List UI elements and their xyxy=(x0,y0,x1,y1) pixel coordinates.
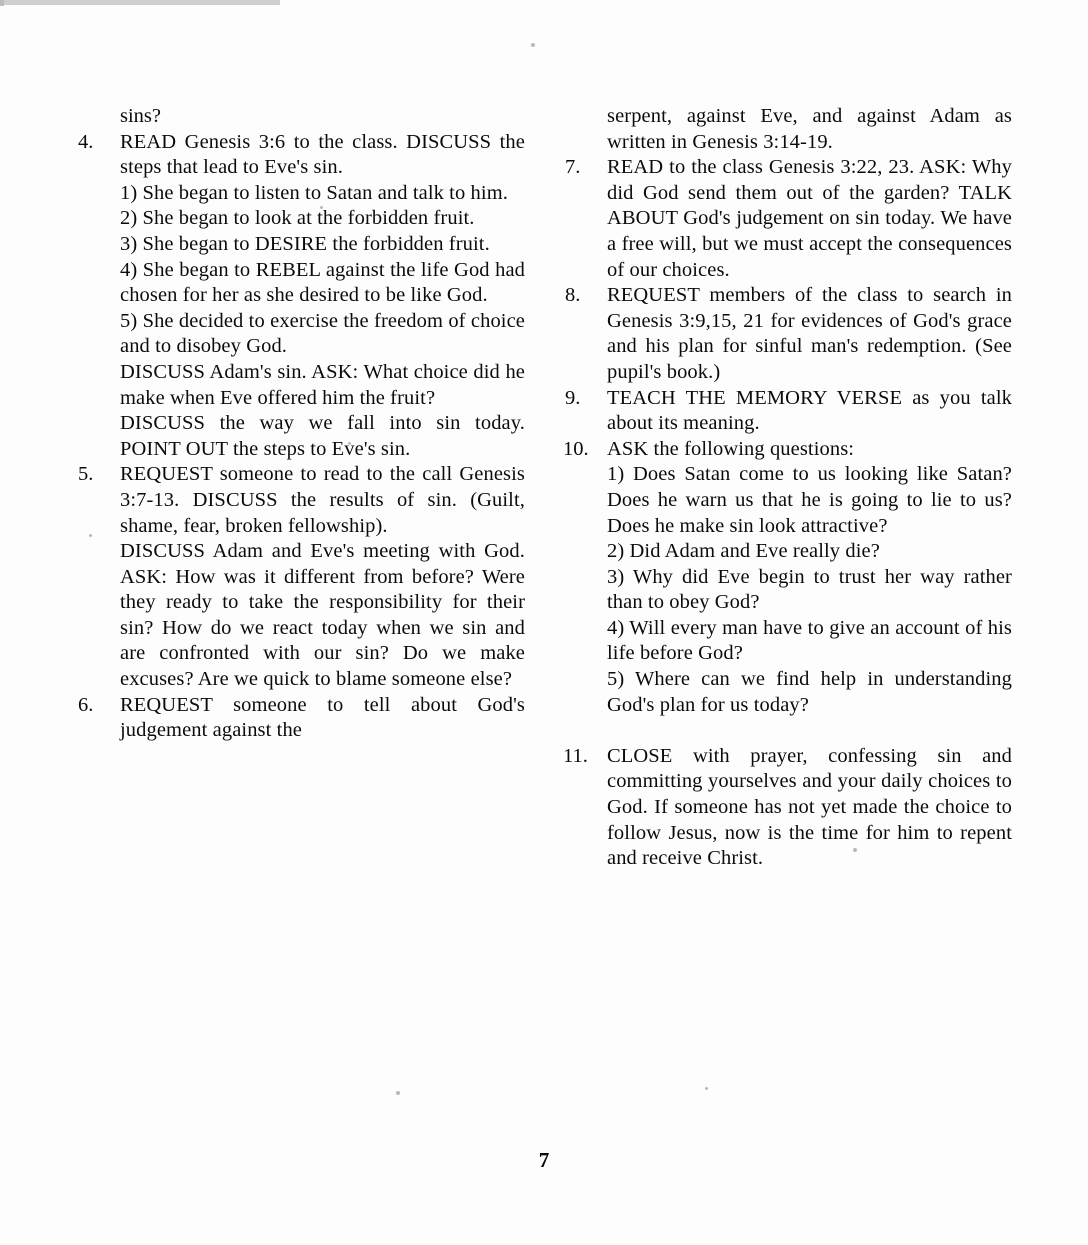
list-item-body xyxy=(607,155,1012,283)
list-item xyxy=(563,744,1012,872)
paragraph: 3) She began to DESIRE the forbidden fruit. xyxy=(120,232,490,255)
paragraph: DISCUSS the way we fall into sin today. POINT OUT the steps to Eve's sin. xyxy=(120,412,525,460)
list-item xyxy=(76,693,525,744)
scan-edge-top xyxy=(0,0,280,5)
paragraph: 2) Did Adam and Eve really die? xyxy=(607,540,880,563)
list-item-number: 4. xyxy=(78,130,94,153)
list-item-body xyxy=(607,283,1012,385)
scan-speck xyxy=(396,1091,400,1095)
paragraph-spacer xyxy=(563,718,1012,744)
paragraph: READ to the class Genesis 3:22, 23. ASK: Why did God send them out of the garden? TALK ABOUT God's judgement on sin today. We have a free will, but we must accept the consequences of our choices. xyxy=(607,156,1012,281)
right-column-lead-text: serpent, against Eve, and against Adam as written in Genesis 3:14-19. xyxy=(607,105,1012,153)
list-item-number: 7. xyxy=(565,156,581,179)
list-item-body xyxy=(607,437,1012,719)
left-column-lead-text: sins? xyxy=(120,105,161,127)
list-item-number: 10. xyxy=(563,437,589,460)
list-item-number: 8. xyxy=(565,284,581,307)
two-column-body xyxy=(76,104,1012,872)
list-item xyxy=(563,283,1012,385)
paragraph: 2) She began to look at the forbidden fruit. xyxy=(120,207,475,230)
page-number: 7 xyxy=(538,1148,550,1172)
paragraph: REQUEST members of the class to search in Genesis 3:9,15, 21 for evidences of God's grace and his plan for sinful man's redemption. (See pupil's book.) xyxy=(607,284,1012,383)
paragraph: REQUEST someone to tell about God's judgement against the xyxy=(120,693,525,742)
paragraph: 4) Will every man have to give an account of his life before God? xyxy=(607,616,1012,665)
paragraph: REQUEST someone to read to the call Genesis 3:7-13. DISCUSS the results of sin. (Guilt, shame, fear, broken fellowship). xyxy=(120,463,525,537)
paragraph: 1) Does Satan come to us looking like Satan? Does he warn us that he is going to lie to us? Does he make sin look attractive? xyxy=(607,463,1012,537)
paragraph: CLOSE with prayer, confessing sin and committing yourselves and your daily choices to God. If someone has not yet made the choice to follow Jesus, now is the time for him to repent and receive Christ. xyxy=(607,744,1012,870)
list-item-body xyxy=(120,693,525,744)
scan-speck xyxy=(705,1087,708,1090)
paragraph: 3) Why did Eve begin to trust her way rather than to obey God? xyxy=(607,565,1012,614)
left-column xyxy=(76,104,525,872)
list-item xyxy=(563,386,1012,437)
list-item-body xyxy=(120,130,525,463)
paragraph: 5) She decided to exercise the freedom of choice and to disobey God. xyxy=(120,309,525,358)
paragraph: DISCUSS Adam's sin. ASK: What choice did he make when Eve offered him the fruit? xyxy=(120,360,525,409)
right-column xyxy=(563,104,1012,872)
paragraph: READ Genesis 3:6 to the class. DISCUSS the steps that lead to Eve's sin. xyxy=(120,130,525,179)
list-item-body xyxy=(120,462,525,692)
list-item xyxy=(76,462,525,692)
scan-edge-left xyxy=(0,0,4,6)
list-item-number: 6. xyxy=(78,693,94,716)
paragraph: TEACH THE MEMORY VERSE as you talk about its meaning. xyxy=(607,386,1012,435)
paragraph: 5) Where can we find help in understanding God's plan for us today? xyxy=(607,668,1012,716)
list-item xyxy=(76,130,525,463)
list-item xyxy=(563,155,1012,283)
paragraph: 1) She began to listen to Satan and talk to him. xyxy=(120,181,508,204)
paragraph: 4) She began to REBEL against the life God had chosen for her as she desired to be like God. xyxy=(120,258,525,307)
list-item-body xyxy=(607,386,1012,437)
list-item xyxy=(563,437,1012,719)
list-item-number: 5. xyxy=(78,463,94,486)
paragraph: ASK the following questions: xyxy=(607,437,855,460)
scan-speck xyxy=(531,43,535,47)
list-item-number: 11. xyxy=(563,744,588,767)
list-item-body xyxy=(607,744,1012,872)
list-item-number: 9. xyxy=(565,386,581,409)
paragraph: DISCUSS Adam and Eve's meeting with God. ASK: How was it different from before? Were they ready to take the responsibility for their sin? How do we react today when we sin and are confronted with our sin? Do we make excuses? Are we quick to blame someone else? xyxy=(120,540,525,691)
